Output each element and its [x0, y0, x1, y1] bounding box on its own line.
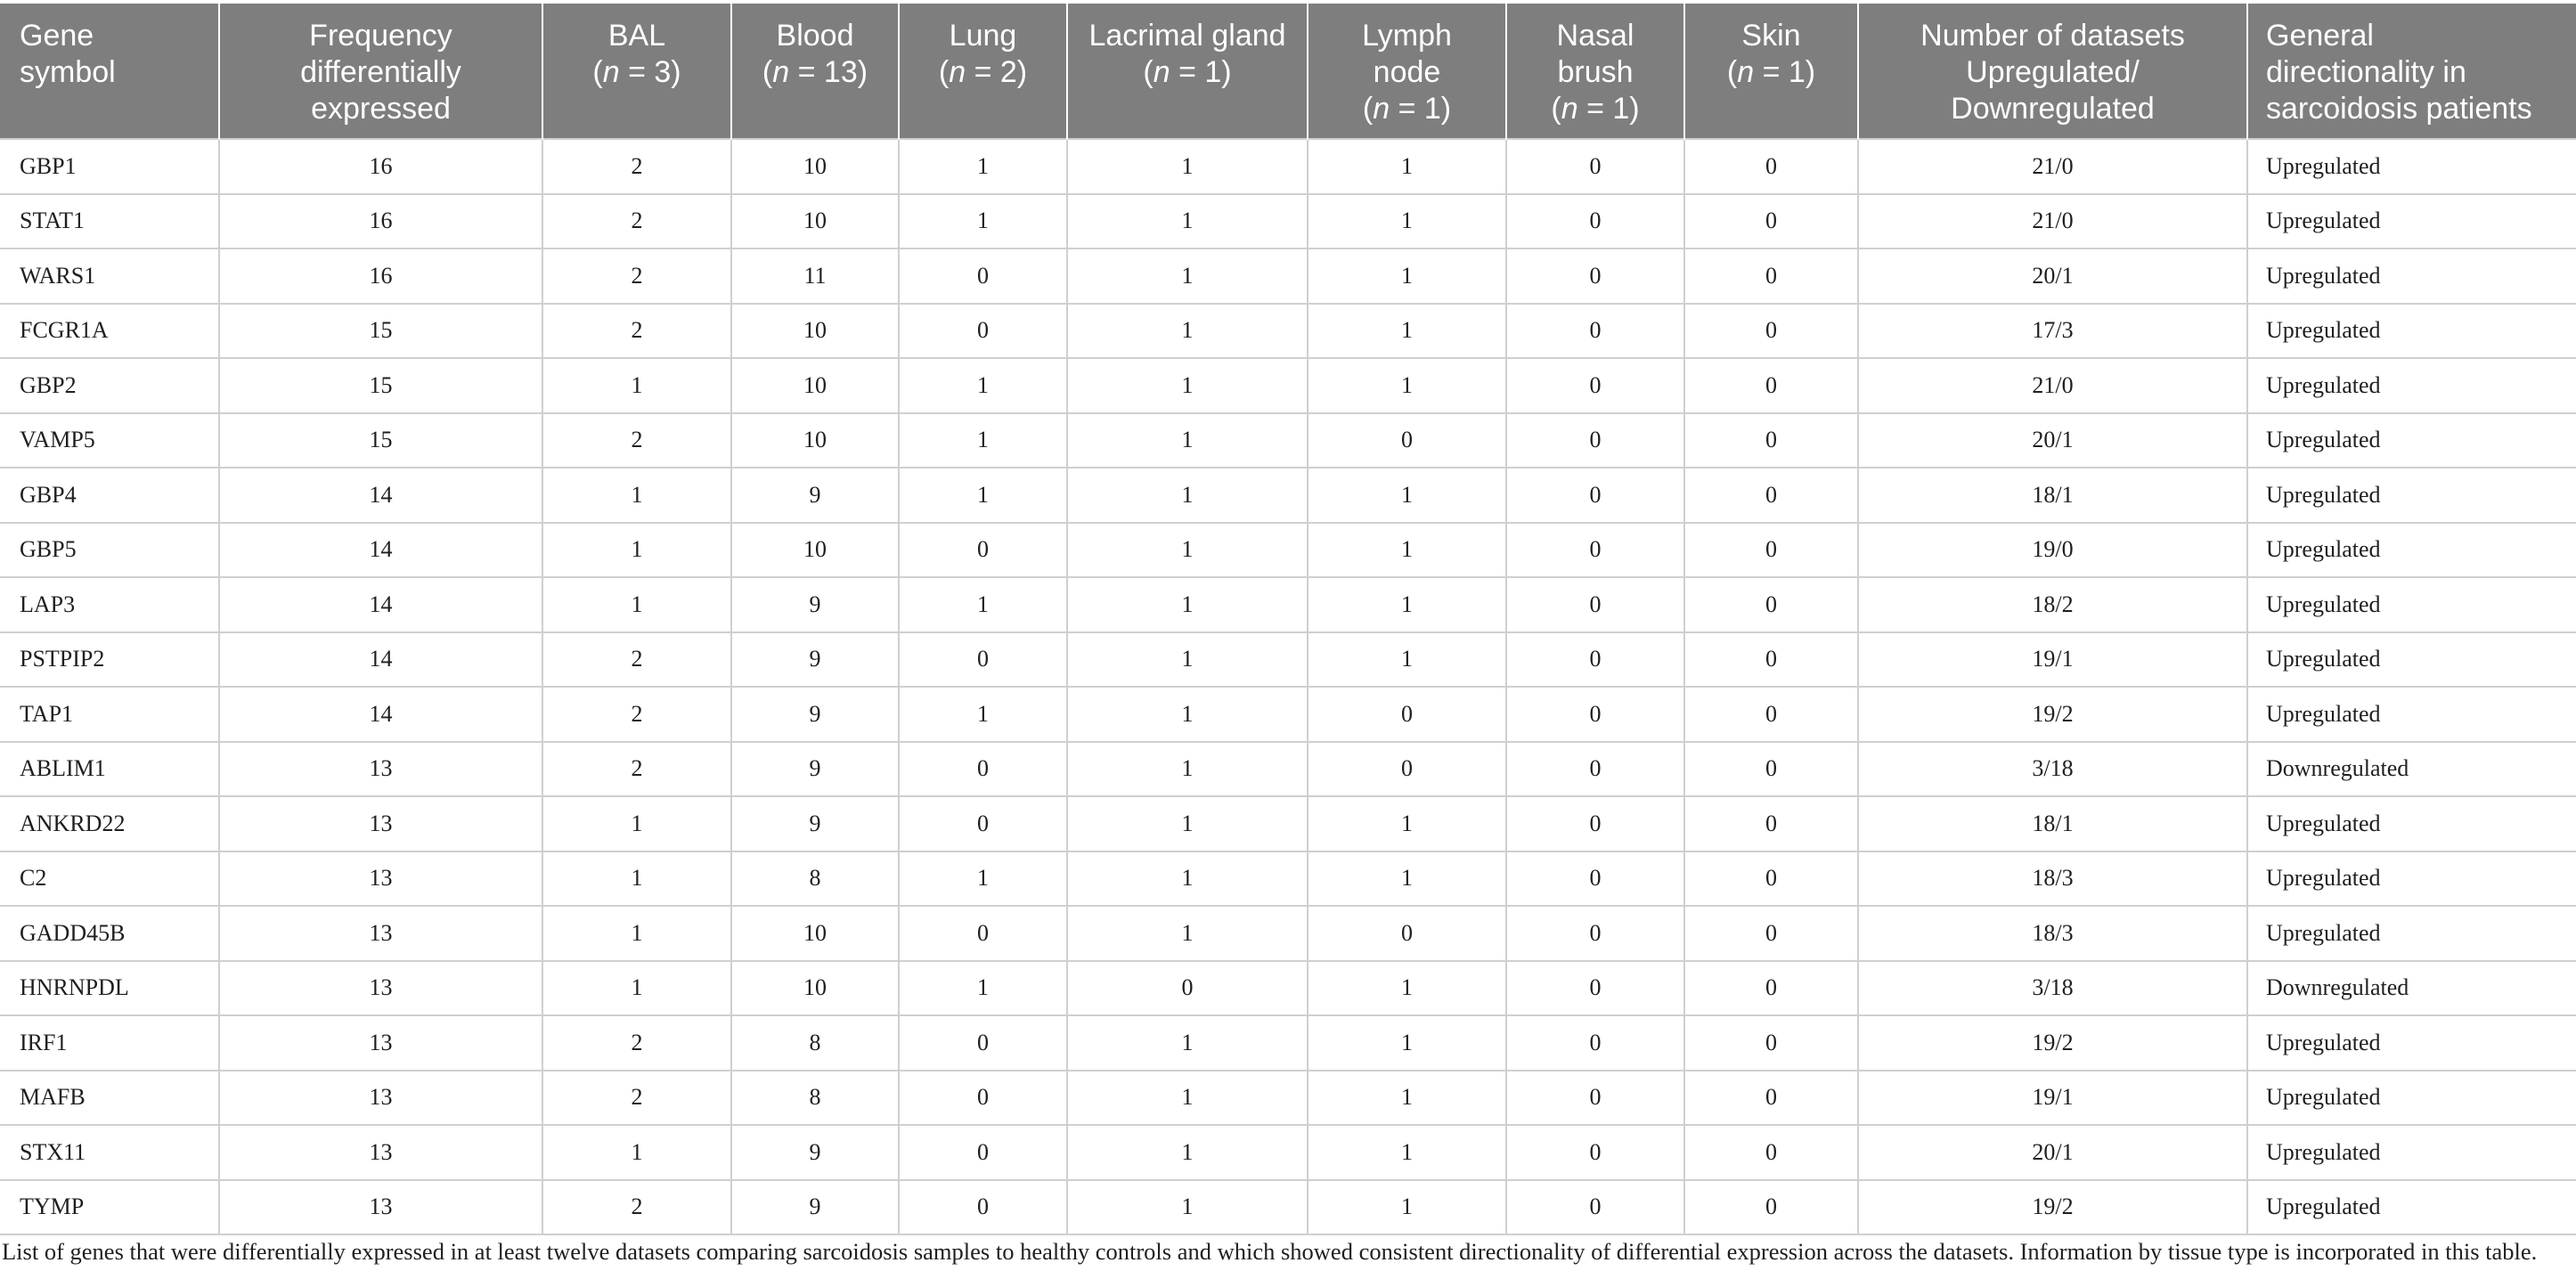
cell-lacrimal-gland: 1 [1067, 413, 1308, 468]
cell-lung: 0 [899, 1180, 1067, 1235]
cell-lacrimal-gland: 1 [1067, 1071, 1308, 1126]
cell-gene-symbol: HNRNPDL [0, 961, 219, 1016]
cell-skin: 0 [1684, 1180, 1858, 1235]
cell-blood: 8 [731, 1071, 899, 1126]
cell-frequency: 16 [219, 248, 542, 304]
cell-lung: 1 [899, 468, 1067, 523]
cell-lung: 0 [899, 1071, 1067, 1126]
cell-datasets-up-down: 18/1 [1858, 468, 2247, 523]
table-header-row [0, 4, 2576, 139]
cell-gene-symbol: VAMP5 [0, 413, 219, 468]
cell-gene-symbol: LAP3 [0, 577, 219, 632]
cell-gene-symbol: FCGR1A [0, 304, 219, 359]
header-label: BAL [607, 19, 666, 53]
cell-nasal-brush: 0 [1506, 139, 1684, 194]
cell-frequency: 14 [219, 468, 542, 523]
table-row [0, 796, 2576, 851]
cell-blood: 10 [731, 961, 899, 1016]
header-label-line: Lymph [1362, 19, 1452, 53]
cell-directionality: Upregulated [2247, 248, 2576, 304]
cell-frequency: 13 [219, 796, 542, 851]
cell-bal: 1 [542, 577, 731, 632]
header-label-line: Downregulated [1951, 92, 2155, 126]
cell-frequency: 13 [219, 961, 542, 1016]
cell-frequency: 13 [219, 1180, 542, 1235]
header-lymph-node [1308, 4, 1506, 139]
header-sample-count: (n = 13) [762, 55, 868, 89]
cell-lung: 0 [899, 632, 1067, 688]
header-label-line: sarcoidosis patients [2266, 92, 2532, 126]
cell-datasets-up-down: 20/1 [1858, 1125, 2247, 1180]
cell-lacrimal-gland: 1 [1067, 1180, 1308, 1235]
cell-datasets-up-down: 18/2 [1858, 577, 2247, 632]
header-label-line: General [2266, 19, 2374, 53]
header-label-line: node [1373, 55, 1441, 89]
cell-datasets-up-down: 19/1 [1858, 1071, 2247, 1126]
cell-gene-symbol: ANKRD22 [0, 796, 219, 851]
cell-gene-symbol: PSTPIP2 [0, 632, 219, 688]
cell-bal: 2 [542, 632, 731, 688]
header-label: Lacrimal gland [1088, 19, 1286, 53]
cell-lung: 1 [899, 194, 1067, 249]
cell-lacrimal-gland: 1 [1067, 523, 1308, 578]
cell-frequency: 13 [219, 1015, 542, 1071]
table-row [0, 248, 2576, 304]
cell-datasets-up-down: 20/1 [1858, 413, 2247, 468]
cell-directionality: Upregulated [2247, 1015, 2576, 1071]
cell-skin: 0 [1684, 1015, 1858, 1071]
cell-lung: 0 [899, 1125, 1067, 1180]
table-row [0, 906, 2576, 961]
cell-nasal-brush: 0 [1506, 248, 1684, 304]
header-label-line: Upregulated/ [1966, 55, 2140, 89]
cell-skin: 0 [1684, 687, 1858, 742]
table-row [0, 961, 2576, 1016]
cell-bal: 1 [542, 851, 731, 907]
cell-directionality: Upregulated [2247, 304, 2576, 359]
table-row [0, 304, 2576, 359]
cell-blood: 9 [731, 632, 899, 688]
cell-lung: 0 [899, 304, 1067, 359]
cell-nasal-brush: 0 [1506, 687, 1684, 742]
cell-skin: 0 [1684, 413, 1858, 468]
cell-lung: 0 [899, 796, 1067, 851]
header-blood [731, 4, 899, 139]
cell-lung: 1 [899, 358, 1067, 413]
cell-lymph-node: 1 [1308, 358, 1506, 413]
cell-directionality: Upregulated [2247, 139, 2576, 194]
cell-bal: 1 [542, 523, 731, 578]
header-gene-symbol [0, 4, 219, 139]
header-nasal-brush [1506, 4, 1684, 139]
cell-gene-symbol: WARS1 [0, 248, 219, 304]
cell-lacrimal-gland: 1 [1067, 742, 1308, 797]
sample-count-value: 1 [1204, 55, 1222, 89]
header-label-line: Nasal [1556, 19, 1634, 53]
cell-lymph-node: 0 [1308, 687, 1506, 742]
cell-lung: 1 [899, 139, 1067, 194]
cell-skin: 0 [1684, 1125, 1858, 1180]
cell-datasets-up-down: 3/18 [1858, 961, 2247, 1016]
cell-directionality: Upregulated [2247, 906, 2576, 961]
cell-gene-symbol: C2 [0, 851, 219, 907]
header-directionality [2247, 4, 2576, 139]
sample-count-value: 1 [1788, 55, 1806, 89]
cell-datasets-up-down: 3/18 [1858, 742, 2247, 797]
cell-datasets-up-down: 18/3 [1858, 906, 2247, 961]
cell-frequency: 13 [219, 906, 542, 961]
cell-lacrimal-gland: 1 [1067, 796, 1308, 851]
cell-lacrimal-gland: 1 [1067, 248, 1308, 304]
cell-datasets-up-down: 18/1 [1858, 796, 2247, 851]
cell-lung: 0 [899, 906, 1067, 961]
cell-frequency: 13 [219, 1125, 542, 1180]
cell-lung: 1 [899, 413, 1067, 468]
cell-bal: 2 [542, 413, 731, 468]
cell-lacrimal-gland: 1 [1067, 304, 1308, 359]
cell-datasets-up-down: 19/1 [1858, 632, 2247, 688]
cell-bal: 2 [542, 304, 731, 359]
header-label: Blood [776, 19, 854, 53]
cell-skin: 0 [1684, 358, 1858, 413]
cell-frequency: 14 [219, 632, 542, 688]
cell-gene-symbol: MAFB [0, 1071, 219, 1126]
cell-bal: 2 [542, 742, 731, 797]
header-label-line: symbol [20, 55, 116, 89]
cell-datasets-up-down: 19/2 [1858, 687, 2247, 742]
cell-lacrimal-gland: 1 [1067, 687, 1308, 742]
cell-gene-symbol: GADD45B [0, 906, 219, 961]
cell-nasal-brush: 0 [1506, 577, 1684, 632]
cell-frequency: 14 [219, 577, 542, 632]
cell-lymph-node: 1 [1308, 961, 1506, 1016]
cell-lymph-node: 1 [1308, 632, 1506, 688]
cell-nasal-brush: 0 [1506, 1015, 1684, 1071]
cell-lacrimal-gland: 1 [1067, 468, 1308, 523]
table-row [0, 413, 2576, 468]
cell-directionality: Upregulated [2247, 413, 2576, 468]
cell-lacrimal-gland: 1 [1067, 851, 1308, 907]
cell-lymph-node: 1 [1308, 304, 1506, 359]
cell-datasets-up-down: 17/3 [1858, 304, 2247, 359]
table-row [0, 632, 2576, 688]
cell-gene-symbol: GBP5 [0, 523, 219, 578]
cell-nasal-brush: 0 [1506, 851, 1684, 907]
cell-bal: 2 [542, 248, 731, 304]
header-bal [542, 4, 731, 139]
cell-lacrimal-gland: 1 [1067, 1125, 1308, 1180]
cell-bal: 1 [542, 1125, 731, 1180]
cell-lung: 1 [899, 687, 1067, 742]
cell-nasal-brush: 0 [1506, 906, 1684, 961]
cell-lymph-node: 1 [1308, 1071, 1506, 1126]
cell-lung: 0 [899, 523, 1067, 578]
cell-frequency: 13 [219, 742, 542, 797]
cell-lung: 1 [899, 577, 1067, 632]
cell-datasets-up-down: 19/2 [1858, 1015, 2247, 1071]
cell-lung: 0 [899, 742, 1067, 797]
cell-nasal-brush: 0 [1506, 1071, 1684, 1126]
table-body [0, 139, 2576, 1234]
cell-skin: 0 [1684, 523, 1858, 578]
cell-skin: 0 [1684, 742, 1858, 797]
cell-nasal-brush: 0 [1506, 304, 1684, 359]
cell-datasets-up-down: 21/0 [1858, 358, 2247, 413]
cell-frequency: 14 [219, 523, 542, 578]
cell-lacrimal-gland: 1 [1067, 1015, 1308, 1071]
cell-lacrimal-gland: 1 [1067, 577, 1308, 632]
cell-gene-symbol: ABLIM1 [0, 742, 219, 797]
header-label: Skin [1741, 19, 1801, 53]
cell-nasal-brush: 0 [1506, 468, 1684, 523]
cell-bal: 2 [542, 194, 731, 249]
header-sample-count: (n = 3) [592, 55, 681, 89]
cell-nasal-brush: 0 [1506, 961, 1684, 1016]
cell-gene-symbol: IRF1 [0, 1015, 219, 1071]
header-sample-count: (n = 1) [1143, 55, 1232, 89]
cell-lacrimal-gland: 1 [1067, 194, 1308, 249]
cell-blood: 8 [731, 851, 899, 907]
cell-directionality: Upregulated [2247, 632, 2576, 688]
cell-lung: 0 [899, 248, 1067, 304]
cell-lymph-node: 1 [1308, 1125, 1506, 1180]
cell-lacrimal-gland: 1 [1067, 358, 1308, 413]
cell-nasal-brush: 0 [1506, 413, 1684, 468]
cell-blood: 9 [731, 468, 899, 523]
cell-skin: 0 [1684, 851, 1858, 907]
table-row [0, 687, 2576, 742]
cell-bal: 2 [542, 1071, 731, 1126]
cell-bal: 1 [542, 358, 731, 413]
table-row [0, 468, 2576, 523]
cell-datasets-up-down: 18/3 [1858, 851, 2247, 907]
header-label-line: differentially [300, 55, 461, 89]
header-label: Lung [949, 19, 1017, 53]
cell-gene-symbol: STAT1 [0, 194, 219, 249]
cell-frequency: 13 [219, 851, 542, 907]
cell-directionality: Upregulated [2247, 796, 2576, 851]
cell-blood: 11 [731, 248, 899, 304]
cell-bal: 1 [542, 906, 731, 961]
cell-datasets-up-down: 20/1 [1858, 248, 2247, 304]
header-skin [1684, 4, 1858, 139]
header-sample-count: (n = 1) [1551, 92, 1640, 126]
cell-bal: 2 [542, 1015, 731, 1071]
header-frequency [219, 4, 542, 139]
cell-lung: 0 [899, 1015, 1067, 1071]
cell-frequency: 16 [219, 194, 542, 249]
cell-frequency: 13 [219, 1071, 542, 1126]
cell-blood: 10 [731, 304, 899, 359]
header-sample-count: (n = 1) [1362, 92, 1452, 126]
cell-lymph-node: 1 [1308, 851, 1506, 907]
table-row [0, 1125, 2576, 1180]
cell-skin: 0 [1684, 632, 1858, 688]
cell-directionality: Upregulated [2247, 523, 2576, 578]
cell-lacrimal-gland: 1 [1067, 139, 1308, 194]
cell-blood: 9 [731, 577, 899, 632]
sample-count-value: 13 [823, 55, 858, 89]
cell-datasets-up-down: 19/0 [1858, 523, 2247, 578]
cell-skin: 0 [1684, 577, 1858, 632]
cell-frequency: 16 [219, 139, 542, 194]
table-row [0, 1071, 2576, 1126]
cell-frequency: 15 [219, 358, 542, 413]
cell-nasal-brush: 0 [1506, 194, 1684, 249]
cell-blood: 10 [731, 194, 899, 249]
header-sample-count: (n = 1) [1726, 55, 1816, 89]
cell-directionality: Upregulated [2247, 194, 2576, 249]
cell-directionality: Upregulated [2247, 577, 2576, 632]
cell-lymph-node: 1 [1308, 1015, 1506, 1071]
cell-blood: 10 [731, 523, 899, 578]
cell-nasal-brush: 0 [1506, 796, 1684, 851]
sample-count-value: 3 [654, 55, 672, 89]
table-row [0, 358, 2576, 413]
cell-bal: 2 [542, 139, 731, 194]
cell-datasets-up-down: 21/0 [1858, 139, 2247, 194]
cell-gene-symbol: STX11 [0, 1125, 219, 1180]
cell-bal: 1 [542, 796, 731, 851]
cell-gene-symbol: GBP4 [0, 468, 219, 523]
cell-blood: 9 [731, 1125, 899, 1180]
cell-lymph-node: 1 [1308, 468, 1506, 523]
table-row [0, 851, 2576, 907]
cell-skin: 0 [1684, 304, 1858, 359]
cell-directionality: Upregulated [2247, 687, 2576, 742]
cell-blood: 9 [731, 1180, 899, 1235]
cell-datasets-up-down: 19/2 [1858, 1180, 2247, 1235]
header-lacrimal-gland [1067, 4, 1308, 139]
cell-frequency: 14 [219, 687, 542, 742]
cell-skin: 0 [1684, 248, 1858, 304]
header-sample-count: (n = 2) [938, 55, 1028, 89]
table-row [0, 577, 2576, 632]
cell-frequency: 15 [219, 304, 542, 359]
header-label-line: expressed [311, 92, 451, 126]
cell-lymph-node: 1 [1308, 796, 1506, 851]
cell-blood: 9 [731, 742, 899, 797]
cell-gene-symbol: GBP1 [0, 139, 219, 194]
cell-nasal-brush: 0 [1506, 632, 1684, 688]
cell-bal: 1 [542, 961, 731, 1016]
cell-frequency: 15 [219, 413, 542, 468]
table-row [0, 139, 2576, 194]
table-row [0, 1180, 2576, 1235]
cell-skin: 0 [1684, 961, 1858, 1016]
table-row [0, 523, 2576, 578]
cell-directionality: Upregulated [2247, 1180, 2576, 1235]
cell-directionality: Upregulated [2247, 1071, 2576, 1126]
cell-lacrimal-gland: 1 [1067, 632, 1308, 688]
cell-skin: 0 [1684, 139, 1858, 194]
cell-nasal-brush: 0 [1506, 523, 1684, 578]
sample-count-value: 2 [999, 55, 1017, 89]
cell-skin: 0 [1684, 468, 1858, 523]
cell-directionality: Upregulated [2247, 358, 2576, 413]
cell-lymph-node: 0 [1308, 413, 1506, 468]
cell-lymph-node: 1 [1308, 139, 1506, 194]
cell-directionality: Upregulated [2247, 1125, 2576, 1180]
header-label-line: Number of datasets [1920, 19, 2185, 53]
cell-blood: 10 [731, 906, 899, 961]
cell-bal: 2 [542, 687, 731, 742]
cell-lymph-node: 0 [1308, 906, 1506, 961]
cell-lymph-node: 1 [1308, 523, 1506, 578]
cell-bal: 1 [542, 468, 731, 523]
cell-skin: 0 [1684, 194, 1858, 249]
header-datasets-up-down [1858, 4, 2247, 139]
cell-nasal-brush: 0 [1506, 1125, 1684, 1180]
cell-lymph-node: 1 [1308, 194, 1506, 249]
cell-lymph-node: 1 [1308, 1180, 1506, 1235]
cell-nasal-brush: 0 [1506, 742, 1684, 797]
cell-datasets-up-down: 21/0 [1858, 194, 2247, 249]
table-row [0, 742, 2576, 797]
header-label-line: Gene [20, 19, 94, 53]
header-label-line: brush [1557, 55, 1634, 89]
header-lung [899, 4, 1067, 139]
cell-directionality: Downregulated [2247, 961, 2576, 1016]
cell-gene-symbol: TAP1 [0, 687, 219, 742]
cell-lung: 1 [899, 851, 1067, 907]
header-label-line: Frequency [309, 19, 452, 53]
gene-table-container [0, 4, 2576, 1235]
cell-skin: 0 [1684, 906, 1858, 961]
cell-blood: 8 [731, 1015, 899, 1071]
cell-lacrimal-gland: 0 [1067, 961, 1308, 1016]
cell-blood: 10 [731, 139, 899, 194]
cell-directionality: Downregulated [2247, 742, 2576, 797]
table-row [0, 194, 2576, 249]
cell-gene-symbol: GBP2 [0, 358, 219, 413]
cell-blood: 10 [731, 413, 899, 468]
cell-lymph-node: 0 [1308, 742, 1506, 797]
cell-blood: 10 [731, 358, 899, 413]
table-caption: List of genes that were differentially expressed in at least twelve datasets comparing sarcoidosis samples to healthy controls and which showed consistent directionality of differential expression across the datasets. Information by tissue type is incorporated in this table. [2, 1238, 2538, 1265]
sample-count-value: 1 [1612, 92, 1630, 126]
cell-directionality: Upregulated [2247, 851, 2576, 907]
gene-expression-table [0, 4, 2576, 1235]
cell-lung: 1 [899, 961, 1067, 1016]
cell-lacrimal-gland: 1 [1067, 906, 1308, 961]
cell-skin: 0 [1684, 796, 1858, 851]
cell-gene-symbol: TYMP [0, 1180, 219, 1235]
cell-lymph-node: 1 [1308, 577, 1506, 632]
cell-nasal-brush: 0 [1506, 1180, 1684, 1235]
cell-blood: 9 [731, 687, 899, 742]
cell-directionality: Upregulated [2247, 468, 2576, 523]
cell-bal: 2 [542, 1180, 731, 1235]
table-row [0, 1015, 2576, 1071]
cell-blood: 9 [731, 796, 899, 851]
cell-nasal-brush: 0 [1506, 358, 1684, 413]
sample-count-value: 1 [1423, 92, 1441, 126]
header-label-line: directionality in [2266, 55, 2466, 89]
cell-skin: 0 [1684, 1071, 1858, 1126]
cell-lymph-node: 1 [1308, 248, 1506, 304]
